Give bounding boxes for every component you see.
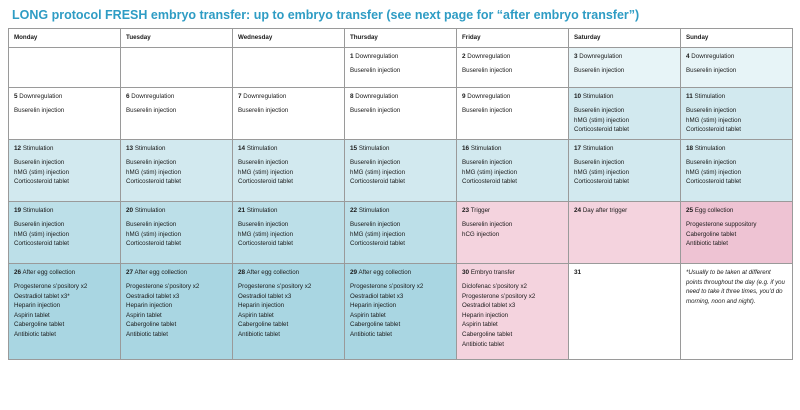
medication-list	[238, 106, 339, 116]
medication-list	[14, 106, 115, 116]
medication-item: Heparin injection	[14, 302, 61, 310]
day-number: 27	[126, 268, 134, 276]
day-stage-label: Downregulation	[577, 52, 623, 60]
medication-item: Cabergoline tablet	[686, 230, 737, 238]
day-stage-label: Downregulation	[353, 52, 399, 60]
medication-list	[686, 66, 787, 76]
calendar-day-cell	[233, 201, 345, 263]
medication-item: Cabergoline tablet	[350, 321, 401, 329]
medication-item: Aspirin tablet	[350, 311, 386, 319]
column-header-wednesday: Wednesday	[233, 29, 345, 48]
day-stage-label: Stimulation	[21, 206, 54, 214]
medication-list	[686, 158, 787, 187]
medication-item: Heparin injection	[462, 311, 509, 319]
calendar-day-cell	[345, 263, 457, 359]
medication-list	[350, 220, 451, 249]
medication-item: Corticosteroid tablet	[686, 178, 742, 186]
medication-item: Aspirin tablet	[462, 321, 498, 329]
calendar-day-cell	[457, 87, 569, 139]
medication-item: Oestradiol tablet x3	[462, 302, 516, 310]
medication-item: Antibiotic tablet	[126, 330, 168, 338]
calendar-week-row	[9, 139, 793, 201]
medication-item: Aspirin tablet	[126, 311, 162, 319]
day-stage-label: Stimulation	[357, 144, 390, 152]
medication-item: Buserelin injection	[14, 220, 65, 228]
medication-item: hMG (stim) injection	[238, 230, 294, 238]
medication-item: Diclofenac s’pository x2	[462, 282, 527, 290]
day-number: 17	[574, 144, 582, 152]
calendar-day-cell	[457, 201, 569, 263]
medication-list	[126, 282, 227, 340]
calendar-day-cell	[681, 263, 793, 359]
page-title: LONG protocol FRESH embryo transfer: up to embryo transfer (see next page for “after embryo transfer”)	[12, 8, 640, 22]
medication-item: Corticosteroid tablet	[14, 178, 70, 186]
medication-item: hMG (stim) injection	[574, 116, 630, 124]
day-number: 22	[350, 206, 358, 214]
day-stage-label: Downregulation	[689, 52, 735, 60]
day-header	[126, 206, 227, 216]
day-number: 14	[238, 144, 246, 152]
day-stage-label: Downregulation	[353, 92, 399, 100]
day-header	[462, 206, 563, 216]
medication-item: hMG (stim) injection	[350, 230, 406, 238]
day-header	[686, 206, 787, 216]
day-number: 12	[14, 144, 22, 152]
medication-item: Buserelin injection	[686, 66, 737, 74]
medication-list	[574, 158, 675, 187]
calendar-week-row	[9, 263, 793, 359]
protocol-calendar-table	[8, 28, 793, 360]
day-header	[14, 206, 115, 216]
day-number: 21	[238, 206, 246, 214]
day-number: 5	[14, 92, 18, 100]
medication-item: Progesterone s’pository x2	[462, 292, 536, 300]
medication-item: Oestradiol tablet x3*	[14, 292, 70, 300]
medication-list	[686, 106, 787, 135]
day-header	[126, 144, 227, 154]
day-header	[238, 92, 339, 102]
medication-item: hCG injection	[462, 230, 500, 238]
medication-item: Corticosteroid tablet	[574, 178, 630, 186]
medication-list	[350, 106, 451, 116]
day-stage-label: Stimulation	[581, 92, 614, 100]
medication-list	[14, 158, 115, 187]
day-stage-label: Stimulation	[581, 144, 614, 152]
column-header-thursday: Thursday	[345, 29, 457, 48]
day-stage-label: Stimulation	[693, 144, 726, 152]
medication-list	[462, 282, 563, 349]
day-number: 20	[126, 206, 134, 214]
calendar-day-cell	[121, 263, 233, 359]
medication-item: Buserelin injection	[238, 106, 289, 114]
day-header	[686, 144, 787, 154]
calendar-day-cell	[121, 47, 233, 87]
day-header	[462, 52, 563, 62]
footnote-text: *Usually to be taken at different points throughout the day (e.g. if you need to take it three times, you’d do morning, noon and night).	[686, 268, 785, 306]
day-header	[14, 144, 115, 154]
day-stage-label: After egg collection	[245, 268, 300, 276]
medication-list	[126, 158, 227, 187]
medication-item: Aspirin tablet	[14, 311, 50, 319]
medication-item: Buserelin injection	[574, 66, 625, 74]
medication-list	[574, 106, 675, 135]
day-number: 4	[686, 52, 690, 60]
calendar-day-cell	[121, 139, 233, 201]
medication-item: hMG (stim) injection	[14, 168, 70, 176]
column-header-saturday: Saturday	[569, 29, 681, 48]
calendar-day-cell	[9, 87, 121, 139]
medication-item: Corticosteroid tablet	[126, 178, 182, 186]
medication-item: Heparin injection	[126, 302, 173, 310]
day-stage-label: Stimulation	[133, 206, 166, 214]
medication-item: Buserelin injection	[686, 106, 737, 114]
day-stage-label: After egg collection	[133, 268, 188, 276]
day-stage-label: Embryo transfer	[469, 268, 515, 276]
day-number: 8	[350, 92, 354, 100]
medication-item: Antibiotic tablet	[350, 330, 392, 338]
calendar-day-cell	[569, 47, 681, 87]
calendar-day-cell	[345, 139, 457, 201]
medication-item: Buserelin injection	[574, 158, 625, 166]
day-header	[686, 52, 787, 62]
day-header	[574, 206, 675, 216]
medication-item: Buserelin injection	[238, 220, 289, 228]
medication-item: Progesterone s’pository x2	[350, 282, 424, 290]
calendar-week-row	[9, 47, 793, 87]
day-header	[574, 268, 675, 278]
medication-list	[686, 220, 787, 249]
day-header	[462, 92, 563, 102]
column-header-tuesday: Tuesday	[121, 29, 233, 48]
day-header	[462, 144, 563, 154]
day-number: 2	[462, 52, 466, 60]
day-stage-label: Day after trigger	[581, 206, 628, 214]
day-number: 15	[350, 144, 358, 152]
medication-list	[238, 220, 339, 249]
day-number: 9	[462, 92, 466, 100]
medication-item: Buserelin injection	[126, 106, 177, 114]
calendar-day-cell	[233, 139, 345, 201]
medication-item: Corticosteroid tablet	[350, 240, 406, 248]
column-header-monday: Monday	[9, 29, 121, 48]
medication-list	[238, 158, 339, 187]
medication-item: Buserelin injection	[462, 66, 513, 74]
medication-item: Heparin injection	[238, 302, 285, 310]
day-stage-label: Stimulation	[21, 144, 54, 152]
calendar-week-row	[9, 201, 793, 263]
calendar-day-cell	[233, 87, 345, 139]
medication-item: hMG (stim) injection	[126, 168, 182, 176]
medication-list	[14, 220, 115, 249]
medication-item: Buserelin injection	[350, 106, 401, 114]
header-row	[9, 29, 793, 48]
calendar-day-cell	[569, 87, 681, 139]
day-header	[350, 92, 451, 102]
day-number: 25	[686, 206, 694, 214]
day-header	[126, 92, 227, 102]
medication-item: hMG (stim) injection	[126, 230, 182, 238]
medication-list	[462, 66, 563, 76]
medication-item: Antibiotic tablet	[686, 240, 728, 248]
day-header	[126, 268, 227, 278]
day-stage-label: Stimulation	[692, 92, 726, 100]
medication-item: Corticosteroid tablet	[462, 178, 518, 186]
day-header	[574, 144, 675, 154]
medication-item: Buserelin injection	[686, 158, 737, 166]
medication-item: Corticosteroid tablet	[686, 126, 742, 134]
table-body	[9, 47, 793, 359]
calendar-day-cell	[681, 87, 793, 139]
day-header	[350, 52, 451, 62]
day-number: 1	[350, 52, 354, 60]
day-stage-label: Downregulation	[17, 92, 63, 100]
medication-item: Oestradiol tablet x3	[238, 292, 292, 300]
medication-list	[14, 282, 115, 340]
calendar-week-row	[9, 87, 793, 139]
medication-item: hMG (stim) injection	[574, 168, 630, 176]
day-number: 31	[574, 268, 582, 276]
calendar-day-cell	[233, 263, 345, 359]
day-number: 28	[238, 268, 246, 276]
day-stage-label: Stimulation	[357, 206, 390, 214]
calendar-day-cell	[345, 87, 457, 139]
medication-list	[462, 106, 563, 116]
medication-item: Progesterone s’pository x2	[126, 282, 200, 290]
medication-item: Corticosteroid tablet	[238, 240, 294, 248]
medication-item: Buserelin injection	[350, 158, 401, 166]
day-stage-label: Stimulation	[245, 206, 278, 214]
medication-list	[350, 66, 451, 76]
calendar-day-cell	[569, 139, 681, 201]
day-stage-label: Stimulation	[133, 144, 166, 152]
day-header	[462, 268, 563, 278]
medication-item: Aspirin tablet	[238, 311, 274, 319]
medication-list	[462, 220, 563, 239]
medication-item: Corticosteroid tablet	[14, 240, 70, 248]
day-number: 23	[462, 206, 470, 214]
medication-item: Buserelin injection	[574, 106, 625, 114]
medication-item: Cabergoline tablet	[462, 330, 513, 338]
medication-item: Heparin injection	[350, 302, 397, 310]
calendar-day-cell	[569, 201, 681, 263]
day-number: 6	[126, 92, 130, 100]
day-header	[238, 144, 339, 154]
calendar-day-cell	[681, 139, 793, 201]
day-number: 7	[238, 92, 242, 100]
column-header-sunday: Sunday	[681, 29, 793, 48]
medication-item: Corticosteroid tablet	[238, 178, 294, 186]
day-number: 29	[350, 268, 358, 276]
day-header	[350, 206, 451, 216]
calendar-day-cell	[345, 201, 457, 263]
day-stage-label: Downregulation	[129, 92, 175, 100]
day-stage-label: Stimulation	[469, 144, 502, 152]
day-number: 30	[462, 268, 470, 276]
medication-list	[126, 106, 227, 116]
day-stage-label: Downregulation	[465, 92, 511, 100]
medication-item: Buserelin injection	[14, 106, 65, 114]
medication-item: Buserelin injection	[462, 106, 513, 114]
medication-item: Corticosteroid tablet	[350, 178, 406, 186]
day-number: 11	[686, 92, 693, 100]
medication-list	[350, 282, 451, 340]
calendar-day-cell	[345, 47, 457, 87]
day-header	[14, 268, 115, 278]
day-header	[238, 206, 339, 216]
day-stage-label: After egg collection	[21, 268, 76, 276]
medication-list	[574, 66, 675, 76]
day-stage-label: Trigger	[469, 206, 491, 214]
medication-list	[126, 220, 227, 249]
day-header	[574, 92, 675, 102]
medication-item: Buserelin injection	[462, 220, 513, 228]
day-header	[686, 92, 787, 102]
day-number: 19	[14, 206, 22, 214]
day-stage-label: Egg collection	[693, 206, 734, 214]
medication-item: Antibiotic tablet	[14, 330, 56, 338]
medication-item: Cabergoline tablet	[14, 321, 65, 329]
day-number: 24	[574, 206, 582, 214]
day-stage-label: Stimulation	[245, 144, 278, 152]
calendar-day-cell	[457, 47, 569, 87]
calendar-day-cell	[9, 47, 121, 87]
medication-item: Buserelin injection	[126, 158, 177, 166]
table-header	[9, 29, 793, 48]
day-stage-label: Downregulation	[465, 52, 511, 60]
calendar-day-cell	[233, 47, 345, 87]
medication-item: Progesterone suppository	[686, 220, 757, 228]
medication-item: Antibiotic tablet	[462, 340, 504, 348]
day-header	[238, 268, 339, 278]
medication-item: Corticosteroid tablet	[126, 240, 182, 248]
day-number: 18	[686, 144, 694, 152]
medication-item: Cabergoline tablet	[126, 321, 177, 329]
day-stage-label: After egg collection	[357, 268, 412, 276]
medication-item: hMG (stim) injection	[14, 230, 70, 238]
day-header	[350, 268, 451, 278]
calendar-day-cell	[121, 87, 233, 139]
medication-item: Progesterone s’pository x2	[238, 282, 312, 290]
medication-item: Oestradiol tablet x3	[126, 292, 180, 300]
medication-list	[462, 158, 563, 187]
medication-item: hMG (stim) injection	[462, 168, 518, 176]
medication-item: Buserelin injection	[14, 158, 65, 166]
medication-item: Buserelin injection	[126, 220, 177, 228]
calendar-day-cell	[9, 263, 121, 359]
calendar-day-cell	[457, 263, 569, 359]
day-number: 16	[462, 144, 470, 152]
calendar-day-cell	[681, 201, 793, 263]
calendar-day-cell	[121, 201, 233, 263]
medication-item: hMG (stim) injection	[686, 116, 742, 124]
day-number: 10	[574, 92, 582, 100]
medication-list	[238, 282, 339, 340]
calendar-day-cell	[9, 139, 121, 201]
medication-item: Buserelin injection	[462, 158, 513, 166]
medication-item: Oestradiol tablet x3	[350, 292, 404, 300]
day-header	[14, 92, 115, 102]
calendar-day-cell	[457, 139, 569, 201]
medication-list	[350, 158, 451, 187]
medication-item: Antibiotic tablet	[238, 330, 280, 338]
column-header-friday: Friday	[457, 29, 569, 48]
day-number: 3	[574, 52, 578, 60]
calendar-day-cell	[569, 263, 681, 359]
day-stage-label: Downregulation	[241, 92, 287, 100]
medication-item: hMG (stim) injection	[238, 168, 294, 176]
day-header	[574, 52, 675, 62]
day-number: 26	[14, 268, 22, 276]
day-header	[350, 144, 451, 154]
calendar-day-cell	[681, 47, 793, 87]
medication-item: Buserelin injection	[350, 66, 401, 74]
medication-item: hMG (stim) injection	[350, 168, 406, 176]
day-number: 13	[126, 144, 134, 152]
medication-item: Buserelin injection	[238, 158, 289, 166]
medication-item: Corticosteroid tablet	[574, 126, 630, 134]
medication-item: Cabergoline tablet	[238, 321, 289, 329]
medication-item: Progesterone s’pository x2	[14, 282, 88, 290]
medication-item: Buserelin injection	[350, 220, 401, 228]
calendar-day-cell	[9, 201, 121, 263]
medication-item: hMG (stim) injection	[686, 168, 742, 176]
